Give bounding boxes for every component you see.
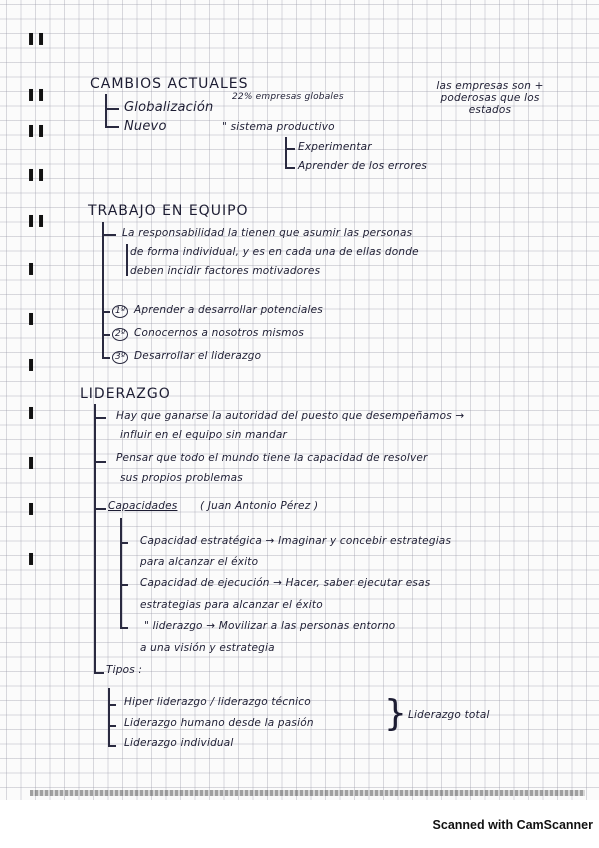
binder-hole-mark: ❚: [26, 501, 37, 515]
tipo-item: Hiper liderazgo / liderazgo técnico: [124, 696, 311, 708]
capacidad-line: Capacidad de ejecución → Hacer, saber ejecutar esas: [140, 577, 431, 589]
bracket-line: [94, 508, 106, 510]
tipo-item: Liderazgo individual: [124, 737, 234, 749]
bracket-line: [285, 167, 295, 169]
bracket-line: [94, 672, 104, 674]
bracket-line: [108, 725, 116, 727]
tipos-summary: Liderazgo total: [408, 709, 490, 721]
cambios-sub-item: Experimentar: [298, 141, 372, 153]
liderazgo-text-line: influir en el equipo sin mandar: [120, 429, 288, 441]
capacidades-author: ( Juan Antonio Pérez ): [200, 500, 319, 512]
bracket-line: [105, 94, 107, 126]
bracket-line: [120, 627, 128, 629]
bracket-line: [102, 222, 104, 358]
capacidad-line: " liderazgo → Movilizar a las personas entorno: [144, 620, 396, 632]
section-title-liderazgo: LIDERAZGO: [80, 386, 171, 402]
binder-hole-mark: ❚❚: [26, 31, 47, 45]
bracket-line: [94, 417, 106, 419]
tipo-item: Liderazgo humano desde la pasión: [124, 717, 314, 729]
capacidad-line: a una visión y estrategia: [140, 642, 275, 654]
binder-hole-mark: ❚: [26, 261, 37, 275]
bracket-line: [94, 404, 96, 672]
bracket-line: [120, 584, 128, 586]
cambios-item: Nuevo: [124, 119, 167, 134]
binder-hole-mark: ❚❚: [26, 123, 47, 137]
trabajo-point: Aprender a desarrollar potenciales: [134, 304, 323, 316]
capacidad-line: estrategias para alcanzar el éxito: [140, 599, 323, 611]
trabajo-text-line: La responsabilidad la tienen que asumir las personas: [122, 227, 413, 239]
liderazgo-text-line: sus propios problemas: [120, 472, 243, 484]
bracket-line: [102, 334, 110, 336]
bracket-line: [285, 137, 287, 167]
bracket-line: [126, 244, 128, 276]
cambios-sub-item: Aprender de los errores: [298, 160, 428, 172]
bracket-line: [94, 461, 106, 463]
tipos-heading: Tipos :: [106, 664, 143, 676]
section-title-trabajo: TRABAJO EN EQUIPO: [88, 203, 249, 219]
binder-hole-mark: ❚❚: [26, 213, 47, 227]
capacidad-line: para alcanzar el éxito: [140, 556, 259, 568]
bracket-line: [105, 108, 119, 110]
scanner-watermark: Scanned with CamScanner: [432, 818, 593, 832]
section-title-cambios: CAMBIOS ACTUALES: [90, 76, 249, 92]
step-number-badge: 2º: [112, 328, 128, 341]
step-number-badge: 1º: [112, 305, 128, 318]
cambios-item-note: 22% empresas globales: [232, 92, 344, 102]
binder-hole-mark: ❚❚: [26, 87, 47, 101]
binder-hole-mark: ❚❚: [26, 167, 47, 181]
binder-hole-mark: ❚: [26, 405, 37, 419]
bracket-line: [105, 126, 119, 128]
bracket-line: [120, 542, 128, 544]
bracket-line: [120, 518, 122, 628]
trabajo-text-line: de forma individual, y es en cada una de ellas donde: [130, 246, 419, 258]
trabajo-point: Conocernos a nosotros mismos: [134, 327, 305, 339]
binder-hole-mark: ❚: [26, 357, 37, 371]
bracket-line: [102, 311, 110, 313]
curly-brace: }: [384, 693, 408, 734]
binder-hole-mark: ❚: [26, 455, 37, 469]
side-note: las empresas son + poderosas que los estados: [436, 80, 544, 116]
bracket-line: [102, 357, 110, 359]
cambios-item: Globalización: [124, 100, 214, 115]
liderazgo-text-line: Hay que ganarse la autoridad del puesto que desempeñamos →: [116, 410, 465, 422]
capacidades-heading: Capacidades: [108, 500, 178, 512]
binder-hole-mark: ❚: [26, 551, 37, 565]
liderazgo-text-line: Pensar que todo el mundo tiene la capacidad de resolver: [116, 452, 428, 464]
bracket-line: [285, 148, 295, 150]
step-number-badge: 3º: [112, 351, 128, 364]
capacidad-line: Capacidad estratégica → Imaginar y concebir estrategias: [140, 535, 452, 547]
bracket-line: [108, 745, 116, 747]
cambios-item-note: " sistema productivo: [222, 121, 335, 133]
bracket-line: [108, 704, 116, 706]
binder-hole-mark: ❚: [26, 311, 37, 325]
bracket-line: [102, 234, 116, 236]
trabajo-text-line: deben incidir factores motivadores: [130, 265, 321, 277]
bracket-line: [108, 688, 110, 746]
page-edge: [30, 790, 585, 796]
trabajo-point: Desarrollar el liderazgo: [134, 350, 262, 362]
